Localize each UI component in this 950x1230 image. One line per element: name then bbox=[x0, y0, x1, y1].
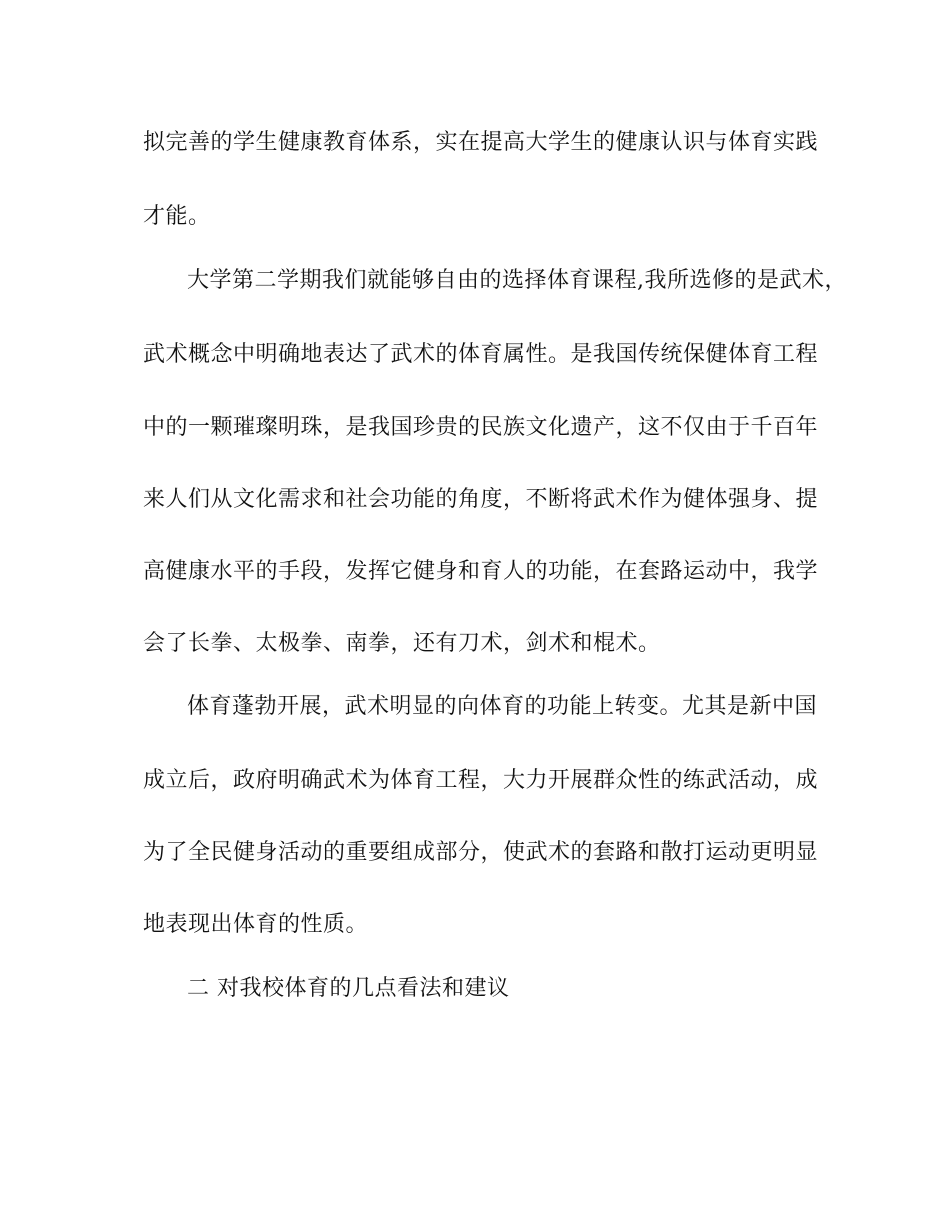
paragraph-line: 成立后，政府明确武术为体育工程，大力开展群众性的练武活动，成 bbox=[143, 768, 819, 793]
section-heading: 二 对我校体育的几点看法和建议 bbox=[187, 976, 510, 1001]
paragraph-line: 地表现出体育的性质。 bbox=[143, 912, 369, 937]
paragraph-line: 武术概念中明确地表达了武术的体育属性。是我国传统保健体育工程 bbox=[143, 342, 819, 367]
paragraph-line: 体育蓬勃开展，武术明显的向体育的功能上转变。尤其是新中国 bbox=[187, 694, 818, 719]
paragraph-line: 高健康水平的手段，发挥它健身和育人的功能，在套路运动中，我学 bbox=[143, 559, 819, 584]
paragraph-line: 才能。 bbox=[143, 204, 211, 229]
paragraph-line: 拟完善的学生健康教育体系，实在提高大学生的健康认识与体育实践 bbox=[143, 130, 819, 155]
paragraph-line: 来人们从文化需求和社会功能的角度，不断将武术作为健体强身、提 bbox=[143, 487, 819, 512]
paragraph-line: 大学第二学期我们就能够自由的选择体育课程,我所选修的是武术， bbox=[187, 268, 847, 293]
paragraph-line: 中的一颗璀璨明珠，是我国珍贵的民族文化遗产，这不仅由于千百年 bbox=[143, 415, 819, 440]
paragraph-line: 会了长拳、太极拳、南拳，还有刀术，剑术和棍术。 bbox=[143, 631, 661, 656]
paragraph-line: 为了全民健身活动的重要组成部分，使武术的套路和散打运动更明显 bbox=[143, 840, 819, 865]
